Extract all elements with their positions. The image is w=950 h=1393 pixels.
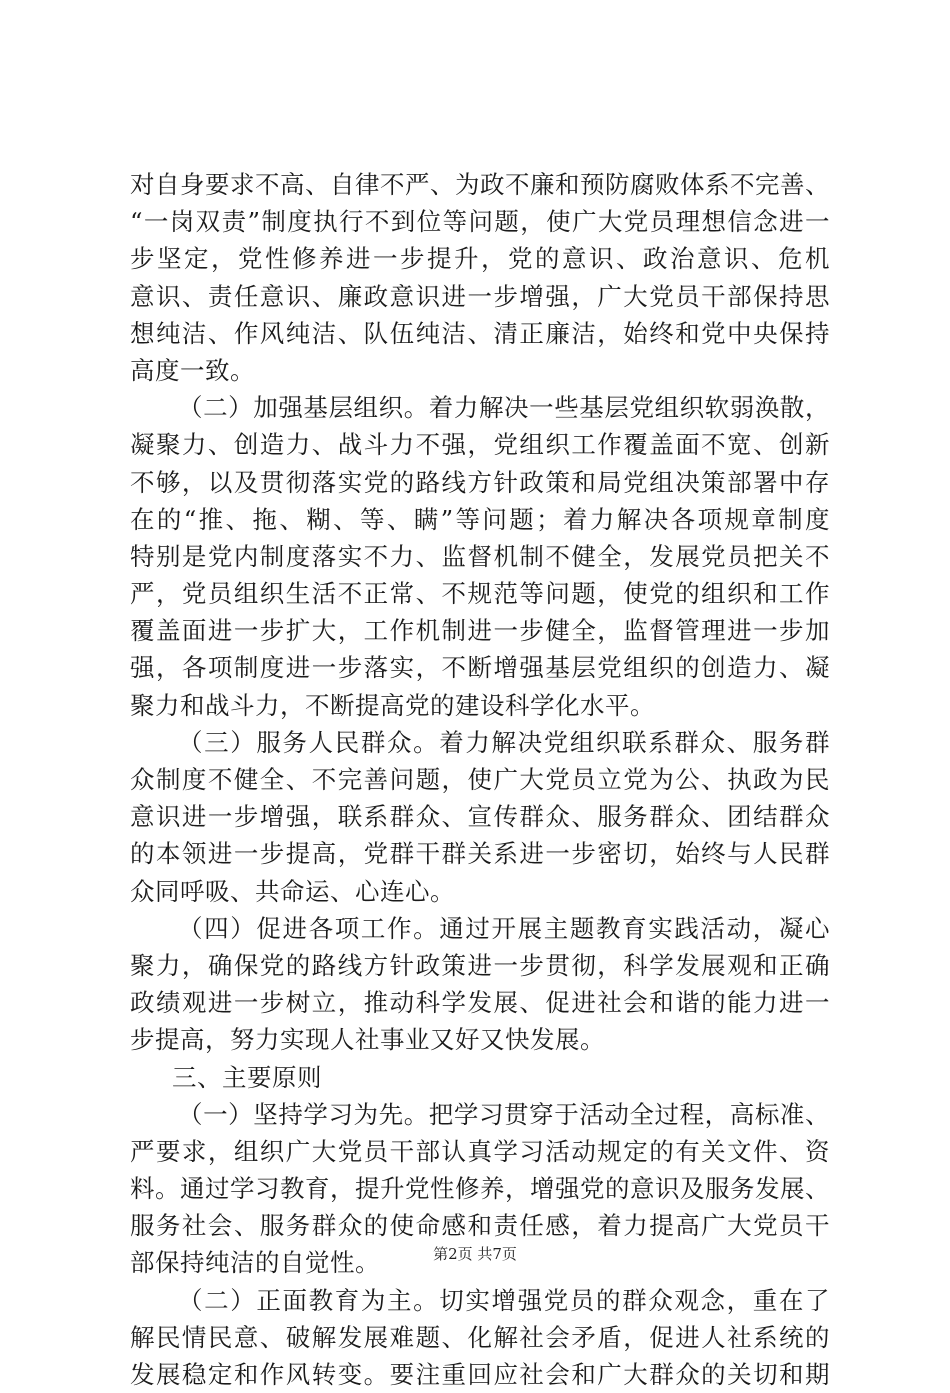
body-line: 部保持纯洁的自觉性。	[130, 1248, 380, 1278]
body-line: 不够，以及贯彻落实党的路线方针政策和局党组决策部署中存	[130, 467, 830, 497]
paragraph-heading-line: （四）促进各项工作。通过开展主题教育实践活动，凝心	[178, 913, 830, 943]
body-line: 聚力和战斗力，不断提高党的建设科学化水平。	[130, 690, 655, 720]
document-body	[130, 166, 830, 1393]
body-line: 想纯洁、作风纯洁、队伍纯洁、清正廉洁，始终和党中央保持	[130, 318, 830, 348]
body-line: 对自身要求不高、自律不严、为政不廉和预防腐败体系不完善、	[130, 170, 830, 199]
body-line: 高度一致。	[130, 355, 255, 385]
paragraph-heading-line: （二）正面教育为主。切实增强党员的群众观念，重在了	[178, 1285, 830, 1315]
body-line: 步提高，努力实现人社事业又好又快发展。	[130, 1025, 605, 1055]
body-line: 解民情民意、破解发展难题、化解社会矛盾，促进人社系统的	[130, 1322, 830, 1352]
page-footer: 第2页 共7页	[433, 1245, 517, 1263]
body-line: 众制度不健全、不完善问题，使广大党员立党为公、执政为民	[130, 765, 830, 794]
body-line: 的本领进一步提高，党群干群关系进一步密切，始终与人民群	[130, 839, 830, 869]
body-line: 聚力，确保党的路线方针政策进一步贯彻，科学发展观和正确	[130, 950, 830, 980]
paragraph-heading-line: （二）加强基层组织。着力解决一些基层党组织软弱涣散，	[178, 393, 830, 423]
section-heading: 三、主要原则	[172, 1062, 322, 1092]
body-line: 凝聚力、创造力、战斗力不强，党组织工作覆盖面不宽、创新	[130, 430, 830, 460]
body-line: 强，各项制度进一步落实，不断增强基层党组织的创造力、凝	[130, 653, 830, 683]
body-line: 众同呼吸、共命运、心连心。	[130, 876, 455, 906]
body-line: 覆盖面进一步扩大，工作机制进一步健全，监督管理进一步加	[130, 616, 830, 646]
paragraph-heading-line: （一）坚持学习为先。把学习贯穿于活动全过程，高标准、	[178, 1099, 830, 1129]
body-line: 料。通过学习教育，提升党性修养，增强党的意识及服务发展、	[130, 1174, 830, 1204]
body-line: “一岗双责”制度执行不到位等问题，使广大党员理想信念进一	[130, 207, 830, 237]
body-line: 政绩观进一步树立，推动科学发展、促进社会和谐的能力进一	[130, 988, 830, 1018]
body-line: 特别是党内制度落实不力、监督机制不健全，发展党员把关不	[130, 541, 830, 571]
body-line: 发展稳定和作风转变。要注重回应社会和广大群众的关切和期	[130, 1360, 830, 1389]
body-line: 意识进一步增强，联系群众、宣传群众、服务群众、团结群众	[130, 802, 830, 832]
body-line: 服务社会、服务群众的使命感和责任感，着力提高广大党员干	[130, 1211, 830, 1241]
body-line: 严，党员组织生活不正常、不规范等问题，使党的组织和工作	[130, 579, 830, 609]
body-line: 严要求，组织广大党员干部认真学习活动规定的有关文件、资	[130, 1136, 830, 1166]
body-line: 步坚定，党性修养进一步提升，党的意识、政治意识、危机	[130, 244, 830, 274]
body-line: 意识、责任意识、廉政意识进一步增强，广大党员干部保持思	[130, 281, 830, 311]
body-line: 在的“推、拖、糊、等、瞒”等问题；着力解决各项规章制度	[130, 504, 830, 534]
paragraph-heading-line: （三）服务人民群众。着力解决党组织联系群众、服务群	[178, 727, 830, 757]
